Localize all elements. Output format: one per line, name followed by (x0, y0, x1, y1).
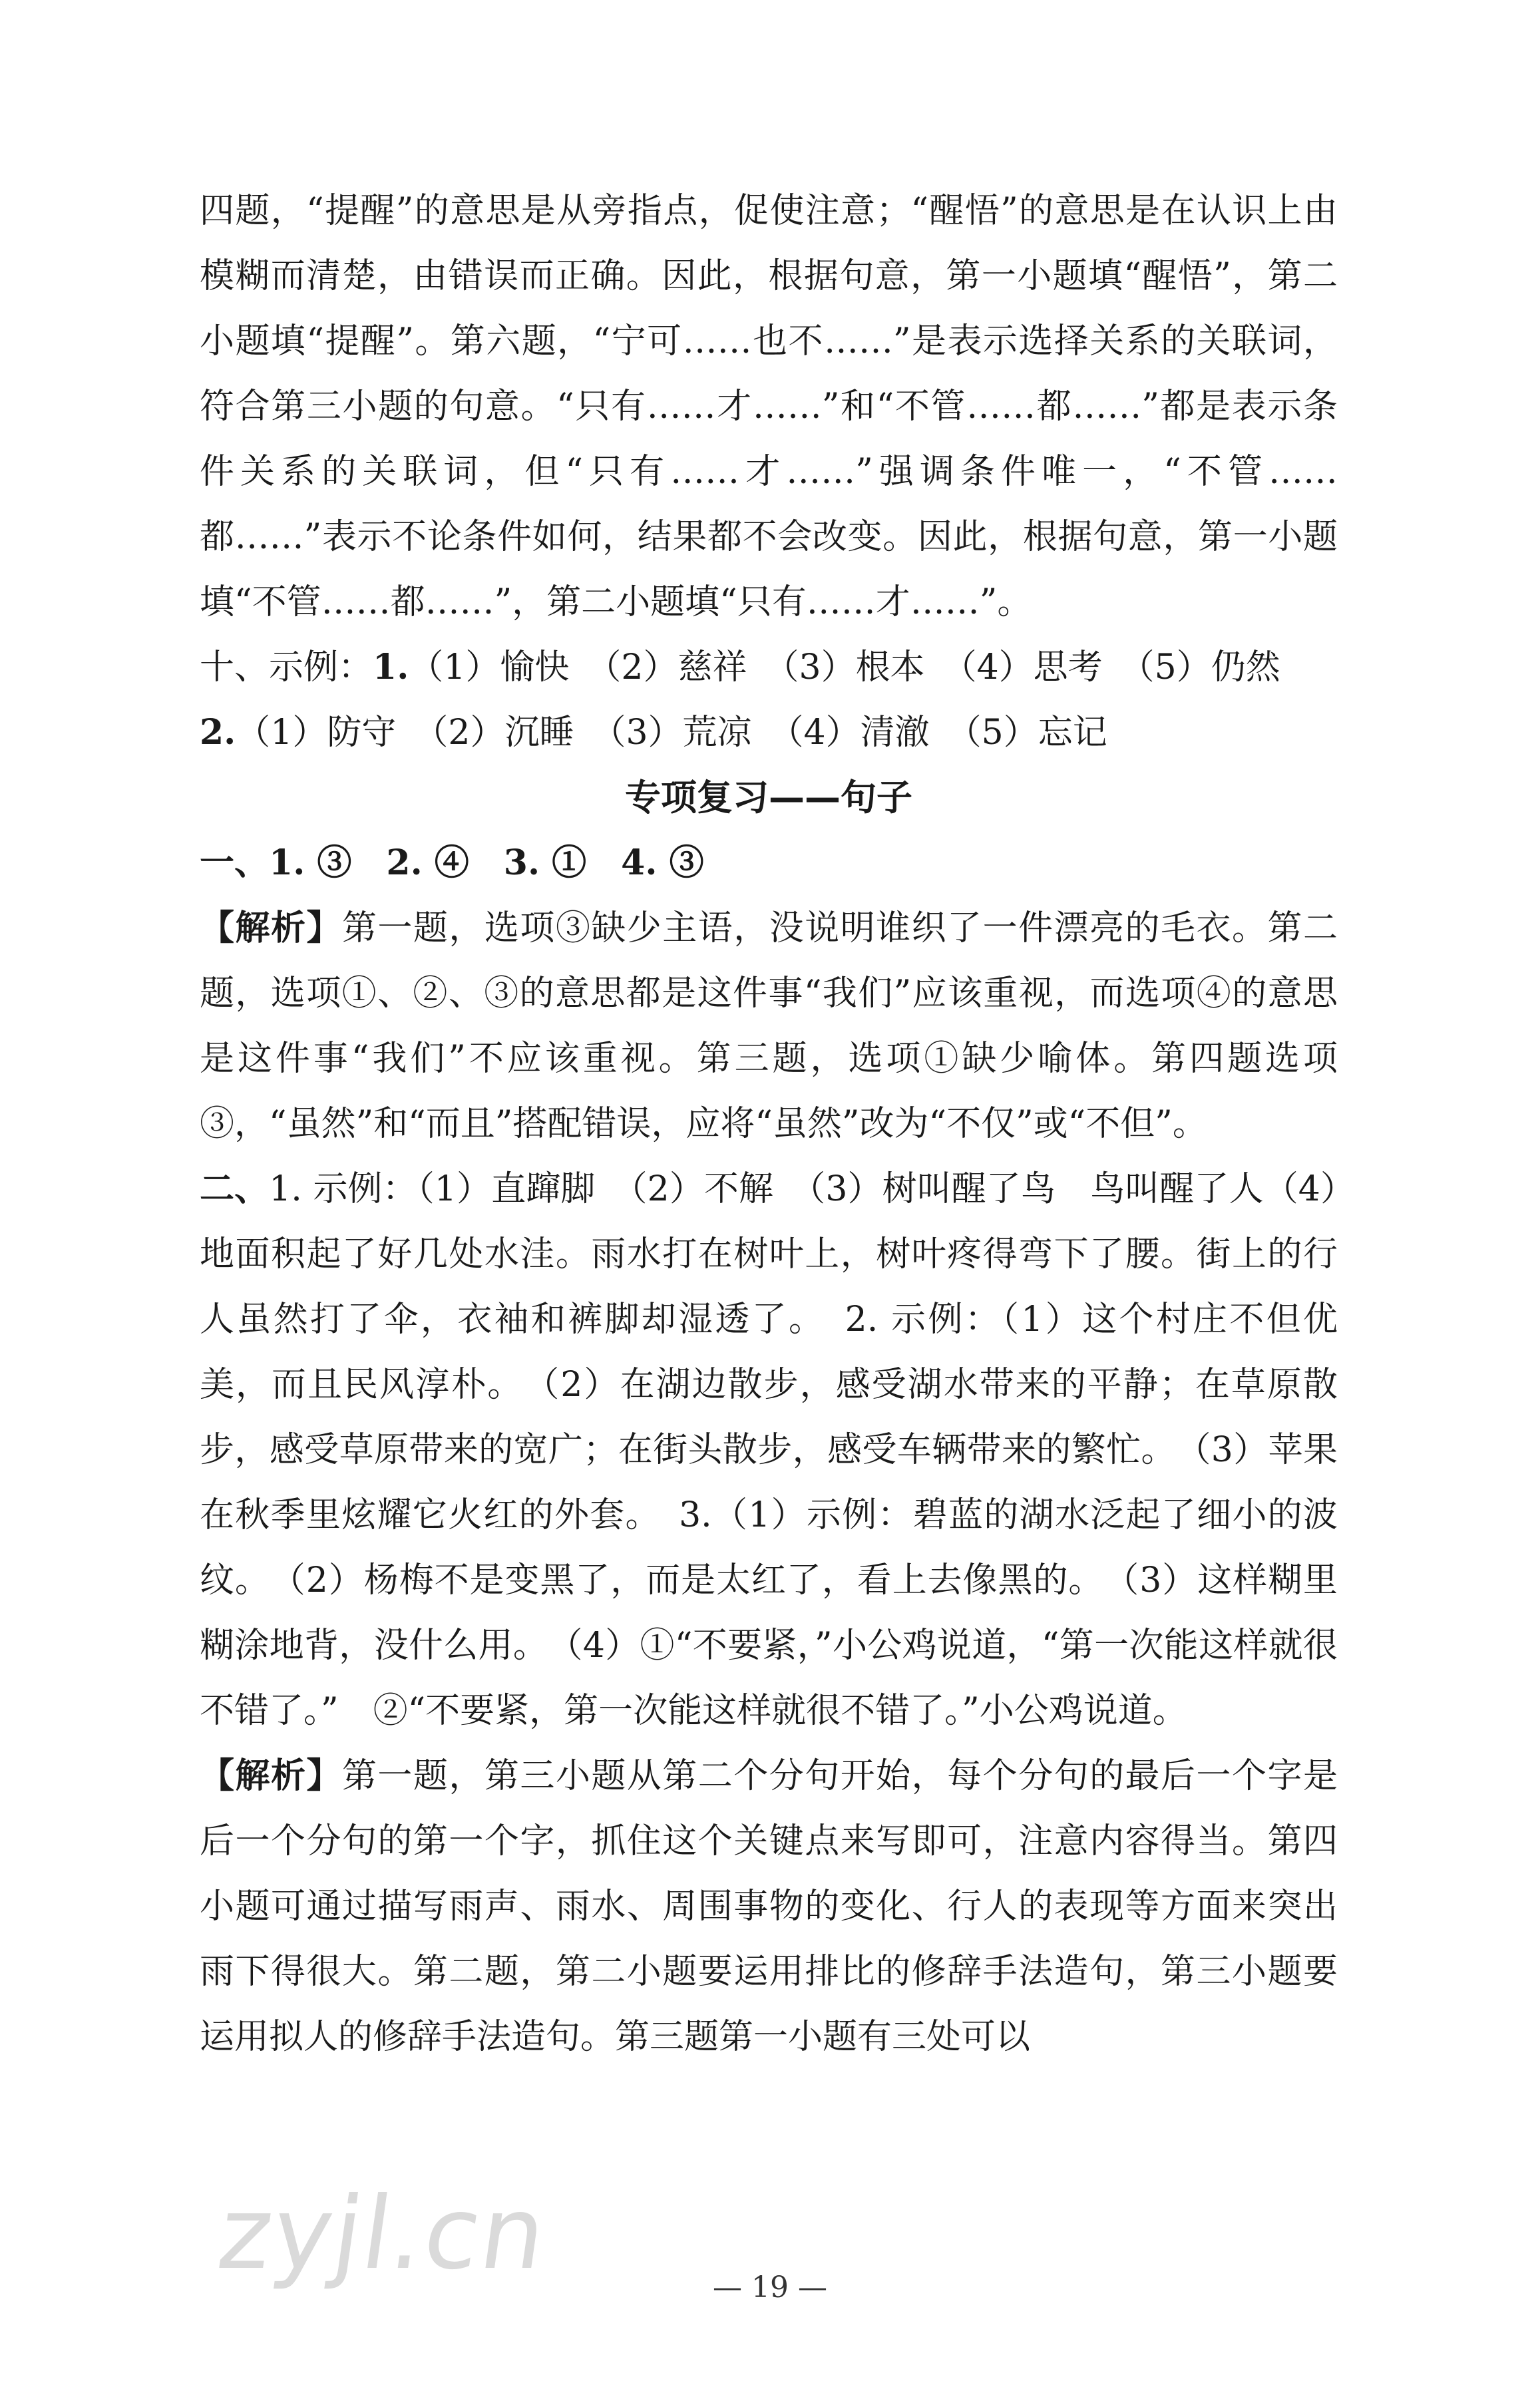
answer-ten-text-2: （1）防守 （2）沉睡 （3）荒凉 （4）清澈 （5）忘记 (236, 713, 1107, 753)
answers-part-one-text: 1. ③ 2. ④ 3. ① 4. ③ (269, 842, 704, 883)
answer-ten-num-1: 1. (373, 647, 409, 687)
answer-ten-num-2: 2. (200, 712, 236, 753)
answers-part-two-text: 1. 示例：（1）直蹿脚 （2）不解 （3）树叫醒了鸟 鸟叫醒了人（4）地面积起了好几处水洼。雨水打在树叶上，树叶疼得弯下了腰。街上的行人虽然打了伞，衣袖和裤脚却湿透了。 2. 示例：（1）这个村庄不但优美，而且民风淳朴。 （2）在湖边散步，感受湖水带来的平静；在草原散步，感受草原带来的宽广；在街头散步，感受车辆带来的繁忙。 （3）苹果在秋季里炫耀它火红的外套。 3.（1）示例：碧蓝的湖水泛起了细小的波纹。 （2）杨梅不是变黑了，而是太红了，看上去像黑的。 （3）这样糊里糊涂地背，没什么用。 （4）①“不要紧，”小公鸡说道，“第一次能这样就很不错了。” ②“不要紧，第一次能这样就很不错了。”小公鸡说道。 (200, 1169, 1338, 1731)
section-title: 专项复习——句子 (625, 777, 912, 819)
answer-ten-part-2 (200, 700, 1338, 765)
analysis-two-text: 第一题，第三小题从第二个分句开始，每个分句的最后一个字是后一个分句的第一个字，抓住这个关键点来写即可，注意内容得当。第四小题可通过描写雨声、雨水、周围事物的变化、行人的表现等方面来突出雨下得很大。第二题，第二小题要运用排比的修辞手法造句，第三小题要运用拟人的修辞手法造句。第三题第一小题有三处可以 (200, 1756, 1338, 2057)
analysis-tag: 【解析】 (200, 908, 342, 948)
answers-part-one-lead: 一、 (200, 842, 270, 883)
answer-ten-text-1: （1）愉快 （2）慈祥 （3）根本 （4）思考 （5）仍然 (409, 647, 1280, 687)
watermark-logo: zyjl.cn (211, 2176, 554, 2292)
answer-ten-lead: 十、示例： (200, 647, 373, 687)
answer-ten (200, 635, 1338, 700)
answers-part-two-lead: 二、 (200, 1169, 270, 1209)
analysis-one-text: 第一题，选项③缺少主语，没说明谁织了一件漂亮的毛衣。第二题，选项①、②、③的意思都是这件事“我们”应该重视，而选项④的意思是这件事“我们”不应该重视。第三题，选项①缺少喻体。第四题选项③，“虽然”和“而且”搭配错误，应将“虽然”改为“不仅”或“不但”。 (200, 908, 1338, 1144)
answers-part-one (200, 830, 1338, 896)
page-number: — 19 — (713, 2271, 827, 2304)
page-body (200, 178, 1338, 2070)
analysis-tag: 【解析】 (200, 1756, 342, 1796)
answers-part-two (200, 1157, 1338, 1743)
paragraph-continued-analysis: 四题，“提醒”的意思是从旁指点，促使注意；“醒悟”的意思是在认识上由模糊而清楚，由错误而正确。因此，根据句意，第一小题填“醒悟”，第二小题填“提醒”。第六题，“宁可……也不……”是表示选择关系的关联词，符合第三小题的句意。“只有……才……”和“不管……都……”都是表示条件关系的关联词，但“只有……才……”强调条件唯一，“不管……都……”表示不论条件如何，结果都不会改变。因此，根据句意，第一小题填“不管……都……”，第二小题填“只有……才……”。 (200, 191, 1338, 622)
analysis-one (200, 896, 1338, 1157)
analysis-two (200, 1743, 1338, 2070)
